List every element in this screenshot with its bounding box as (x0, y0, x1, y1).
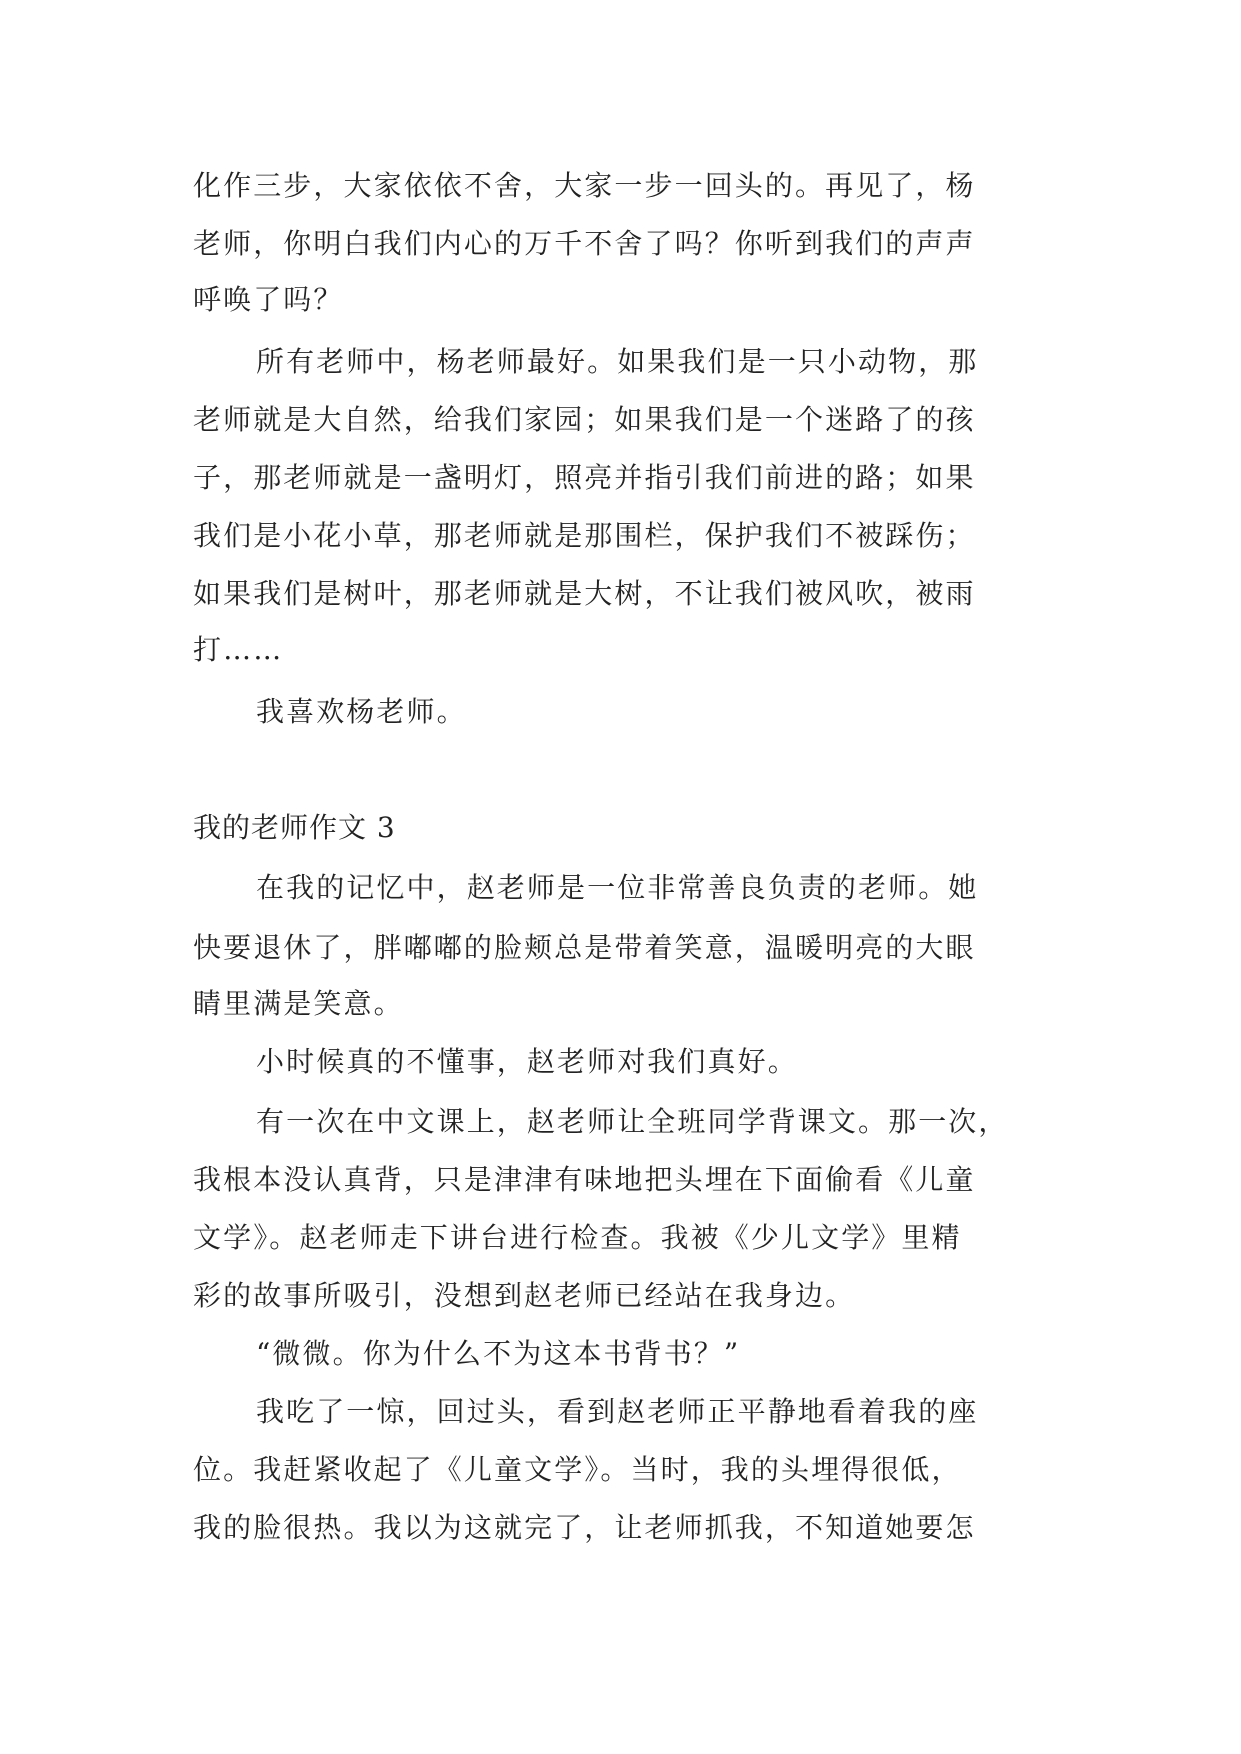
text-line: 呼唤了吗？ (193, 283, 344, 316)
text-line: 彩的故事所吸引，没想到赵老师已经站在我身边。 (193, 1279, 856, 1312)
text-line: 文学》。赵老师走下讲台进行检查。我被《少儿文学》里精 (193, 1221, 962, 1254)
text-line: 我们是小花小草，那老师就是那围栏，保护我们不被踩伤； (193, 519, 976, 552)
text-line: 化作三步，大家依依不舍，大家一步一回头的。再见了，杨 (193, 169, 976, 202)
text-line: 子，那老师就是一盏明灯，照亮并指引我们前进的路；如果 (193, 461, 976, 494)
text-line: 我的脸很热。我以为这就完了，让老师抓我，不知道她要怎 (193, 1511, 976, 1544)
quote-line: “微微。你为什么不为这本书背书？” (256, 1337, 741, 1370)
paragraph-first-line: 我喜欢杨老师。 (256, 695, 467, 728)
paragraph-first-line: 有一次在中文课上，赵老师让全班同学背课文。那一次， (256, 1105, 1009, 1138)
text-line: 老师就是大自然，给我们家园；如果我们是一个迷路了的孩 (193, 403, 976, 436)
paragraph-first-line: 我吃了一惊，回过头，看到赵老师正平静地看着我的座 (256, 1395, 979, 1428)
paragraph-first-line: 在我的记忆中，赵老师是一位非常善良负责的老师。她 (256, 871, 979, 904)
text-line: 我根本没认真背，只是津津有味地把头埋在下面偷看《儿童 (193, 1163, 976, 1196)
text-line: 位。我赶紧收起了《儿童文学》。当时，我的头埋得很低， (193, 1453, 962, 1486)
text-line: 睛里满是笑意。 (193, 987, 404, 1020)
text-line: 老师，你明白我们内心的万千不舍了吗？你听到我们的声声 (193, 227, 976, 260)
text-line: 如果我们是树叶，那老师就是大树，不让我们被风吹，被雨 (193, 577, 976, 610)
text-line: 打…… (193, 633, 284, 666)
essay-heading: 我的老师作文 3 (193, 811, 396, 844)
paragraph-first-line: 所有老师中，杨老师最好。如果我们是一只小动物，那 (256, 345, 979, 378)
paragraph-first-line: 小时候真的不懂事，赵老师对我们真好。 (256, 1045, 798, 1078)
text-line: 快要退休了，胖嘟嘟的脸颊总是带着笑意，温暖明亮的大眼 (193, 931, 976, 964)
